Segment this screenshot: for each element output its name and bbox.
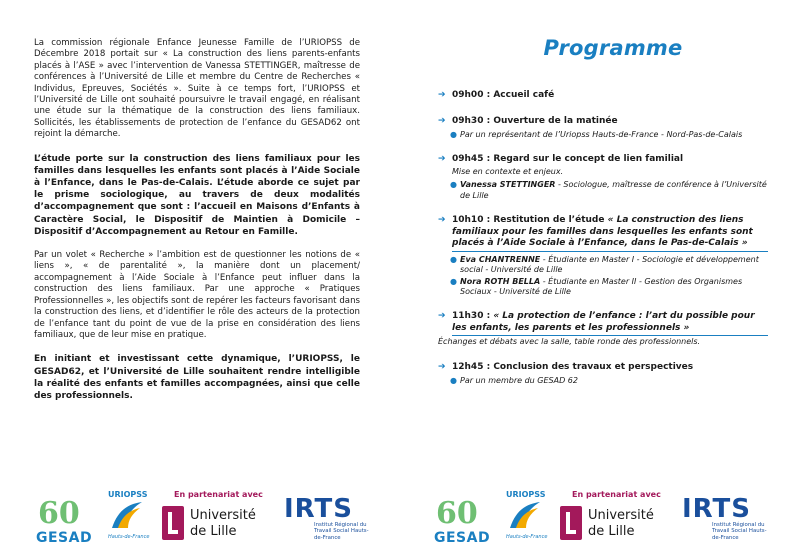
arrow-right-icon: ➔ [438, 215, 446, 226]
partner-label: En partenariat avec [174, 490, 263, 499]
programme-item-1010: ➔ 10h10 : Restitution de l’étude « La construction des liens familiaux pour les familles dans lesquelles les enfants sont placés à l’Aide Sociale à l’Enfance, dans le Pas-de-Calais » ● Eva CHANTRENNE - Étudiante en Master I - Sociologie et développement social - Université de Lille ● Nora ROTH BELLA - Étudiante en Master II - Gestion des Organismes Sociaux - Université de Lille [438, 215, 768, 297]
arrow-right-icon: ➔ [438, 311, 446, 322]
bullet-dot-icon: ● [450, 376, 457, 386]
uriopss-logo: URIOPSS Hauts-de-France [506, 490, 548, 540]
programme-item-1245: ➔ 12h45 : Conclusion des travaux et perspectives ● Par un membre du GESAD 62 [438, 362, 768, 387]
bullet-dot-icon: ● [450, 130, 457, 139]
right-page [398, 0, 796, 560]
bullet-dot-icon: ● [450, 254, 457, 264]
arrow-right-icon: ➔ [438, 154, 446, 165]
list-item: ● Eva CHANTRENNE - Étudiante en Master I - Sociologie et développement social - Université de Lille [450, 254, 759, 275]
intro-paragraph-4: En initiant et investissant cette dynamique, l’URIOPSS, le GESAD62, et l’Université de Lille souhaitent rendre intelligible la réalité des enfants et familles accompagnées, ainsi que celle des professionnels. [34, 354, 360, 401]
list-item: ● Vanessa STETTINGER - Sociologue, maîtresse de conférence à l’Université de Lille [450, 180, 767, 200]
irts-logo: IRTS Institut Régional du Travail Social Hauts-de-France [284, 494, 369, 541]
uriopss-wing-icon [508, 500, 542, 530]
uriopss-wing-icon [110, 500, 144, 530]
universite-lille-logo: Université de Lille [162, 502, 272, 546]
intro-paragraph-3: Par un volet « Recherche » l’ambition est de questionner les notions de « liens », « de parentalité », la manière dont un placement/ accompagnement à l’Aide Sociale à l’Enfance peut influer dans la construction des liens familiaux. Par une approche « Pratiques Professionnelles », les objectifs sont de repérer les facteurs favorisant dans la construction des liens, et d’identifier le rôle des acteurs de la protection de l’enfance tant du point de vue de la prise en considération des liens familiaux, que de leur mise en pratique. [34, 250, 360, 340]
irts-logo: IRTS Institut Régional du Travail Social Hauts-de-France [682, 494, 767, 541]
programme [438, 36, 768, 401]
programme-item-0900: ➔ 09h00 : Accueil café [438, 90, 555, 100]
programme-item-1130: ➔ 11h30 : « La protection de l’enfance : l’art du possible pour les enfants, les parents et les professionnels » Échanges et débats avec la salle, table ronde des professionnels. [438, 311, 768, 348]
partner-logos-right [398, 490, 796, 550]
list-item: ● Nora ROTH BELLA - Étudiante en Master II - Gestion des Organismes Sociaux - Université de Lille [450, 276, 743, 296]
intro-paragraph-2: L’étude porte sur la construction des liens familiaux pour les familles dans lesquelles les enfants sont placés à l’Aide Sociale à l’Enfance, dans le Pas-de-Calais. L’étude aborde ce sujet par le prisme sociologique, au travers de deux modalités d’accompagnement que sont : l’accueil en Maisons d’Enfants à Caractère Social, le Dispositif de Maintien à Domicile – Dispositif d’Accompagnement au Retour en Famille. [34, 153, 360, 237]
bullet-dot-icon: ● [450, 180, 457, 190]
programme-item-0930: ➔ 09h30 : Ouverture de la matinée ● Par un représentant de l’Uriopss Hauts-de-France - Nord-Pas-de-Calais [438, 116, 768, 141]
bullet-dot-icon: ● [450, 276, 457, 286]
lille-mark-icon [162, 506, 184, 540]
arrow-right-icon: ➔ [438, 90, 446, 100]
partner-logos-left [0, 490, 398, 550]
programme-title: Programme [543, 36, 683, 60]
partner-label: En partenariat avec [572, 490, 661, 499]
gesad-logo: 60 GESAD [434, 496, 491, 546]
intro-text [34, 38, 360, 414]
arrow-right-icon: ➔ [438, 115, 446, 126]
list-item: ● Par un représentant de l’Uriopss Hauts-de-France - Nord-Pas-de-Calais [450, 130, 743, 139]
programme-item-0945: ➔ 09h45 : Regard sur le concept de lien familial Mise en contexte et enjeux. ● Vanessa STETTINGER - Sociologue, maîtresse de conférence à l’Université de Lille [438, 154, 767, 200]
gesad-logo: 60 GESAD [36, 496, 93, 546]
list-item: ● Par un membre du GESAD 62 [450, 376, 578, 386]
uriopss-logo: URIOPSS Hauts-de-France [108, 490, 150, 540]
arrow-right-icon: ➔ [438, 361, 446, 372]
universite-lille-logo: Université de Lille [560, 502, 670, 546]
intro-paragraph-1: La commission régionale Enfance Jeunesse Famille de l’URIOPSS de Décembre 2018 portait sur « La construction des liens parents-enfants placés à l’ASE » avec l’intervention de Vanessa STETTINGER, maîtresse de conférences à l’Université de Lille et membre du Centre de Recherches « Individus, Epreuves, Sociétés ». Suite à ce temps fort, l’URIOPSS et l’Université de Lille ont souhaité poursuivre le travail engagé, en réalisant une étude sur la thématique de la construction des liens familiaux. Sollicités, les établissements de protection de l’enfance du GESAD62 ont rejoint la démarche. [34, 38, 360, 140]
lille-mark-icon [560, 506, 582, 540]
